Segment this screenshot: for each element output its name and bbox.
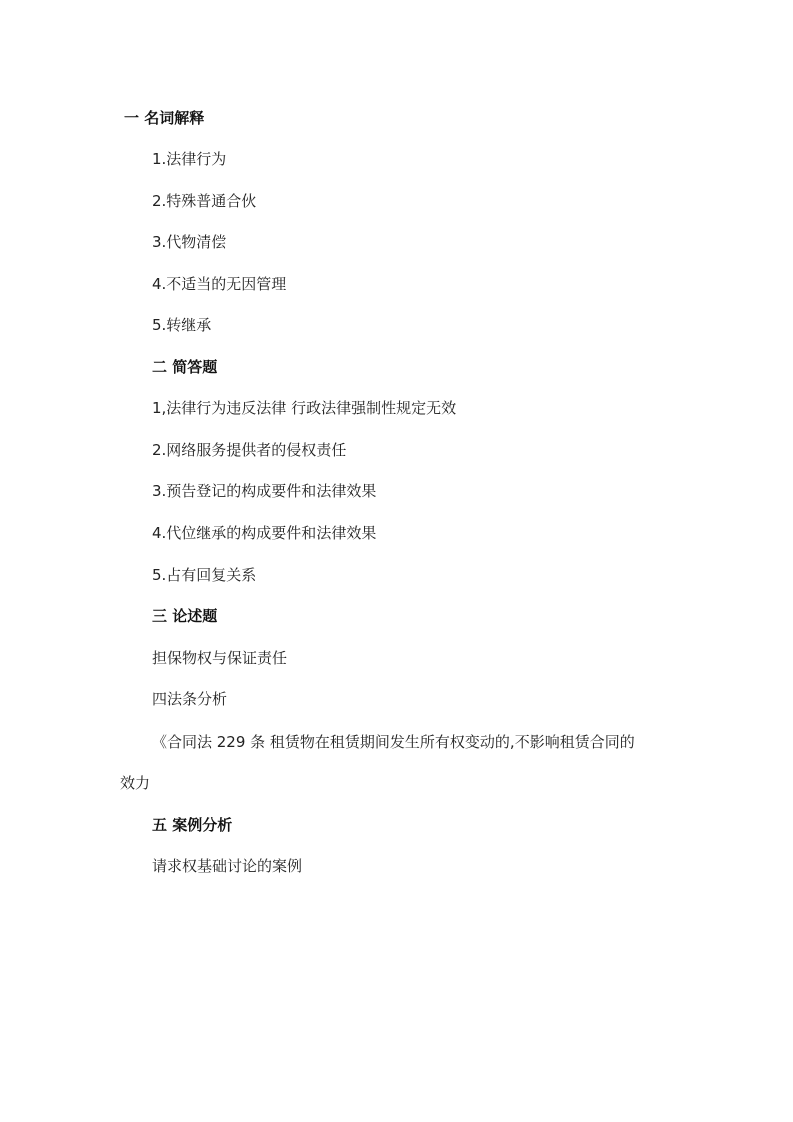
section-heading-short-answer: 二 简答题 (152, 358, 218, 376)
section-heading-essay: 三 论述题 (152, 607, 218, 625)
paragraph-line: 《合同法 229 条 租赁物在租赁期间发生所有权变动的,不影响租赁合同的 (152, 733, 635, 751)
list-item: 担保物权与保证责任 (152, 649, 288, 667)
list-item: 3.代物清偿 (152, 233, 227, 251)
list-item: 3.预告登记的构成要件和法律效果 (152, 482, 377, 500)
list-item: 5.转继承 (152, 316, 212, 334)
list-item: 2.网络服务提供者的侵权责任 (152, 441, 347, 459)
section-heading-glossary: 一 名词解释 (124, 109, 205, 127)
list-item: 4.代位继承的构成要件和法律效果 (152, 524, 377, 542)
list-item: 4.不适当的无因管理 (152, 275, 287, 293)
section-heading-statute-analysis: 四法条分析 (152, 690, 228, 708)
list-item: 1.法律行为 (152, 150, 227, 168)
list-item: 5.占有回复关系 (152, 566, 257, 584)
list-item: 请求权基础讨论的案例 (152, 857, 303, 875)
section-heading-case-analysis: 五 案例分析 (152, 816, 233, 834)
paragraph-line: 效力 (120, 774, 151, 792)
list-item: 1,法律行为违反法律 行政法律强制性规定无效 (152, 399, 457, 417)
list-item: 2.特殊普通合伙 (152, 192, 257, 210)
